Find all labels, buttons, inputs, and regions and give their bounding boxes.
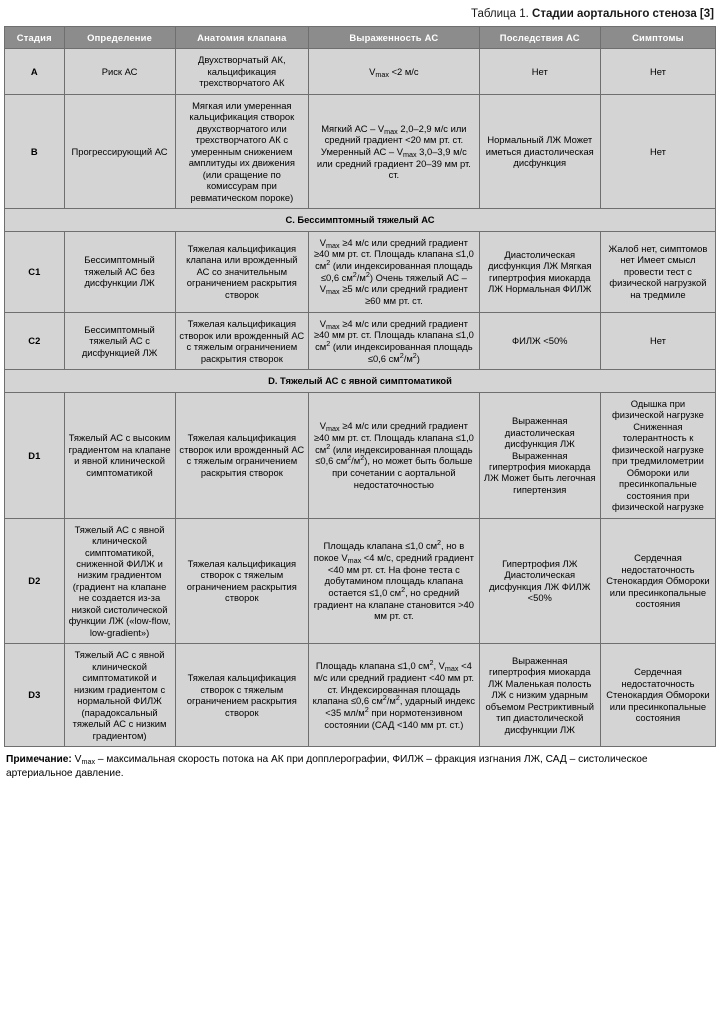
cell-symptoms: Сердечная недостаточность Стенокардия Обмороки или пресинкопальные состояния bbox=[600, 518, 715, 644]
cell-symptoms: Нет bbox=[600, 49, 715, 94]
cell-symptoms: Нет bbox=[600, 94, 715, 208]
cell-stage: B bbox=[5, 94, 65, 208]
cell-consequences: ФИЛЖ <50% bbox=[479, 312, 600, 370]
cell-consequences: Диастолическая дисфункция ЛЖ Мягкая гипертрофия миокарда ЛЖ Нормальная ФИЛЖ bbox=[479, 231, 600, 312]
cell-valve-anatomy: Тяжелая кальцификация створок или врожденный АС с тяжелым ограничением раскрытия створок bbox=[175, 312, 309, 370]
table-note bbox=[6, 753, 714, 781]
table-row bbox=[5, 231, 716, 312]
cell-definition: Риск АС bbox=[64, 49, 175, 94]
table-section-label: C. Бессимптомный тяжелый АС bbox=[5, 209, 716, 231]
cell-definition: Тяжелый АС с явной клинической симптоматикой и низким градиентом с нормальной ФИЛЖ (парадоксальный тяжелый АС с низким градиентом) bbox=[64, 644, 175, 747]
table-body bbox=[5, 49, 716, 747]
cell-definition: Тяжелый АС с высоким градиентом на клапане и явной клинической симптоматикой bbox=[64, 392, 175, 518]
cell-stage: D2 bbox=[5, 518, 65, 644]
note-text: $V_{max}$ – максимальная скорость потока на АК при допплерографии, ФИЛЖ – фракция изгнания ЛЖ, САД – систолическое артериальное давление. bbox=[6, 754, 648, 779]
table-section-label: D. Тяжелый АС с явной симптоматикой bbox=[5, 370, 716, 392]
cell-severity: $V_{max} <2$ м/с bbox=[309, 49, 480, 94]
table-header-row bbox=[5, 27, 716, 49]
table-row bbox=[5, 312, 716, 370]
col-header-definition: Определение bbox=[64, 27, 175, 49]
cell-consequences: Выраженная гипертрофия миокарда ЛЖ Маленькая полость ЛЖ с низким ударным объемом Рестриктивный тип диастолической дисфункции ЛЖ bbox=[479, 644, 600, 747]
cell-consequences: Выраженная диастолическая дисфункция ЛЖ Выраженная гипертрофия миокарда ЛЖ Может быть легочная гипертензия bbox=[479, 392, 600, 518]
caption-title: Стадии аортального стеноза [3] bbox=[532, 8, 714, 20]
cell-stage: D3 bbox=[5, 644, 65, 747]
cell-definition: Прогрессирующий АС bbox=[64, 94, 175, 208]
cell-consequences: Нет bbox=[479, 49, 600, 94]
col-header-valve-anatomy: Анатомия клапана bbox=[175, 27, 309, 49]
cell-consequences: Гипертрофия ЛЖ Диастолическая дисфункция ЛЖ ФИЛЖ <50% bbox=[479, 518, 600, 644]
col-header-consequences: Последствия АС bbox=[479, 27, 600, 49]
table-row bbox=[5, 49, 716, 94]
cell-valve-anatomy: Мягкая или умеренная кальцификация створок двухстворчатого или трехстворчатого АК с умеренным снижением амплитуды их движения (или сращение по комиссурам при ревматическом пороке) bbox=[175, 94, 309, 208]
cell-severity: Мягкий АС – $V_{max}$ 2,0–2,9 м/с или средний градиент <20 мм рт. ст. Умеренный АС – $V_{max}$ 3,0–3,9 м/с или средний градиент 20–39 мм рт. ст. bbox=[309, 94, 480, 208]
caption-prefix: Таблица 1. bbox=[470, 8, 529, 20]
cell-stage: A bbox=[5, 49, 65, 94]
cell-valve-anatomy: Тяжелая кальцификация створок с тяжелым ограничением раскрытия створок bbox=[175, 644, 309, 747]
cell-symptoms: Жалоб нет, симптомов нет Имеет смысл провести тест с физической нагрузкой на тредмиле bbox=[600, 231, 715, 312]
cell-valve-anatomy: Тяжелая кальцификация клапана или врожденный АС со значительным ограничением раскрытия створок bbox=[175, 231, 309, 312]
cell-valve-anatomy: Тяжелая кальцификация створок с тяжелым ограничением раскрытия створок bbox=[175, 518, 309, 644]
col-header-symptoms: Симптомы bbox=[600, 27, 715, 49]
col-header-stage: Стадия bbox=[5, 27, 65, 49]
table-row bbox=[5, 94, 716, 208]
cell-consequences: Нормальный ЛЖ Может иметься диастолическая дисфункция bbox=[479, 94, 600, 208]
table-row bbox=[5, 518, 716, 644]
cell-severity: Площадь клапана ≤1,0 $см^2$, $V_{max} <4$ м/с или средний градиент <40 мм рт. ст. Индексированная площадь клапана ≤0,6 $см^2/м^2$, ударный индекс <35 $мл/м^2$ при нормотензивном состоянии (САД <140 мм рт. ст.) bbox=[309, 644, 480, 747]
aortic-stenosis-stages-table bbox=[4, 26, 716, 747]
cell-symptoms: Сердечная недостаточность Стенокардия Обмороки или пресинкопальные состояния bbox=[600, 644, 715, 747]
cell-symptoms: Одышка при физической нагрузке Сниженная толерантность к физической нагрузке при тредмилометрии Обмороки или пресинкопальные состояния при физической нагрузке bbox=[600, 392, 715, 518]
table-caption bbox=[0, 0, 720, 26]
cell-severity: $V_{max} \ge 4$ м/с или средний градиент ≥40 мм рт. ст. Площадь клапана ≤1,0 $см^2$ (или индексированная площадь ≤0,6 $см^2/м^2$) bbox=[309, 312, 480, 370]
note-label: Примечание: bbox=[6, 754, 72, 766]
cell-symptoms: Нет bbox=[600, 312, 715, 370]
cell-stage: C2 bbox=[5, 312, 65, 370]
cell-definition: Бессимптомный тяжелый АС без дисфункции ЛЖ bbox=[64, 231, 175, 312]
cell-definition: Тяжелый АС с явной клинической симптоматикой, сниженной ФИЛЖ и низким градиентом (градиент на клапане не создается из-за низкой систолической функции ЛЖ («low-flow, low-gradient») bbox=[64, 518, 175, 644]
table-section-row bbox=[5, 209, 716, 231]
table-section-row bbox=[5, 370, 716, 392]
col-header-severity: Выраженность АС bbox=[309, 27, 480, 49]
cell-definition: Бессимптомный тяжелый АС с дисфункцией ЛЖ bbox=[64, 312, 175, 370]
cell-stage: C1 bbox=[5, 231, 65, 312]
cell-severity: Площадь клапана ≤1,0 $см^2$, но в покое $V_{max} <4$ м/с, средний градиент <40 мм рт. ст. На фоне теста с добутамином площадь клапана остается ≤1,0 $см^2$, но средний градиент на клапане становится >40 мм рт. ст. bbox=[309, 518, 480, 644]
cell-valve-anatomy: Тяжелая кальцификация створок или врожденный АС с тяжелым ограничением раскрытия створок bbox=[175, 392, 309, 518]
cell-valve-anatomy: Двухстворчатый АК, кальцификация трехстворчатого АК bbox=[175, 49, 309, 94]
cell-severity: $V_{max} \ge 4$ м/с или средний градиент ≥40 мм рт. ст. Площадь клапана ≤1,0 $см^2$ (или индексированная площадь ≤0,6 $см^2/м^2$) Очень тяжелый АС – $V_{max} \ge 5$ м/с или средний градиент ≥60 мм рт. ст. bbox=[309, 231, 480, 312]
cell-severity: $V_{max} \ge 4$ м/с или средний градиент ≥40 мм рт. ст. Площадь клапана ≤1,0 $см^2$ (или индексированная площадь ≤0,6 $см^2/м^2$), но может быть больше при сочетании с аортальной недостаточностью bbox=[309, 392, 480, 518]
table-row bbox=[5, 644, 716, 747]
cell-stage: D1 bbox=[5, 392, 65, 518]
table-row bbox=[5, 392, 716, 518]
